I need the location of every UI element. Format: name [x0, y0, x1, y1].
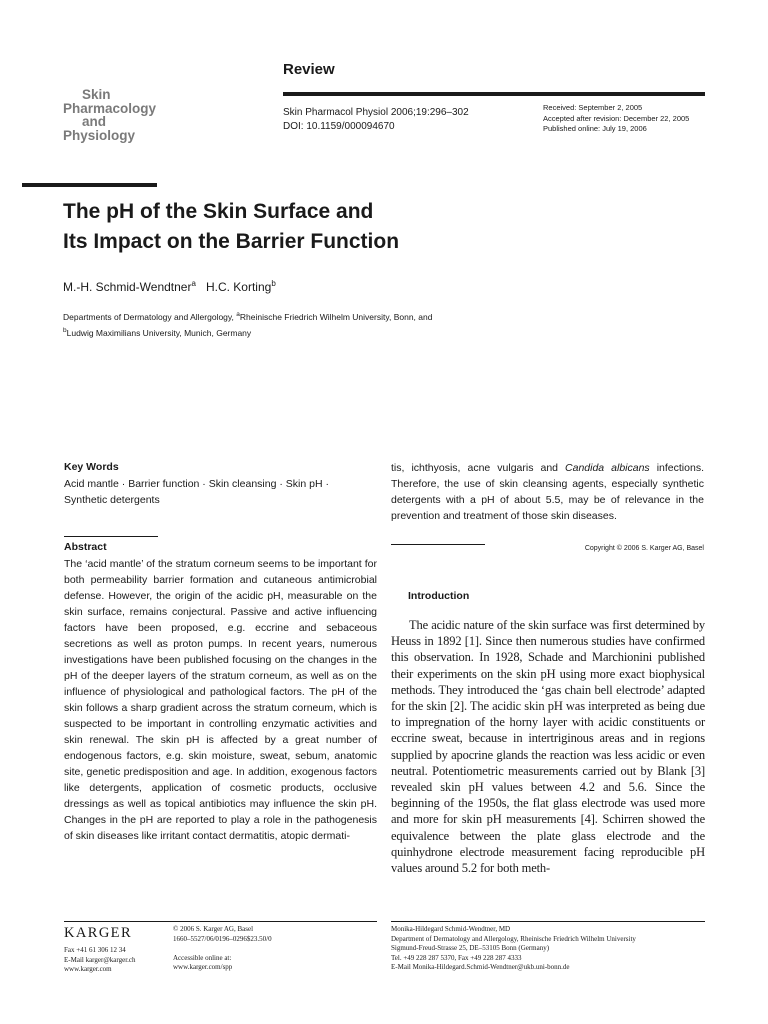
author-name: M.-H. Schmid-Wendtner [63, 280, 192, 294]
affiliation-text: Departments of Dermatology and Allergology, [63, 311, 237, 322]
header-rule [283, 92, 705, 96]
journal-logo-line: and [82, 114, 107, 129]
copyright-info [173, 925, 272, 973]
affiliations [63, 308, 432, 340]
title-line: Its Impact on the Barrier Function [63, 230, 400, 253]
publisher-logo: KARGER [64, 925, 133, 941]
publisher-contact [64, 946, 136, 975]
abstract-text: tis, ichthyosis, acne vulgaris and [391, 462, 566, 474]
spacer [173, 944, 272, 954]
abstract-text: infections. Therefore, the use of skin cleansing agents, especially synthetic detergents with a pH of about 5.5, may be of relevance in the prevention and treatment of those skin diseases. [391, 462, 704, 522]
abstract-text: The ‘acid mantle’ of the stratum corneum seems to be important for both permeability barrier formation and cutaneous antimicrobial defense. However, the origin of the acidic pH, measurable on the skin surface, remains conjectural. Passive and active influencing factors have been proposed, e.g. eccrine and sebaceous secretions as well as proton pumps. In recent years, numerous investigations have been published focusing on the changes in the pH of the deeper layers of the stratum corneum, as well as on the influence of physiological and pathological factors. The pH of the skin follows a sharp gradient across the stratum corneum, which is suspected to be important in controlling enzymatic activities and skin renewal. The skin pH is affected by a great number of endogenous factors, e.g. skin moisture, sweat, sebum, anatomic site, genetic predisposition and age. In addition, exogenous factors like detergents, application of cosmetic products, occlusive dressings as well as topical antibiotics may influence the skin pH. Changes in the pH are reported to play a role in the pathogenesis of skin diseases like irritant contact dermatitis, atopic dermati- [64, 558, 377, 842]
introduction-text: The acidic nature of the skin surface was first determined by Heuss in 1892 [1]. Since then numerous studies have confirmed this observation. In 1928, Schade and Marchionini published their experiments on the skin pH using more exact biophysical methods. They introduced the ‘gas chain bell electrode’ adapted for the skin [2]. The acidic skin pH was interpreted as being due to impregnation of the horny layer with acidic constituents or eccrine sweat, because in intertriginous areas and in regions supplied by apocrine glands the reaction was less acidic or even neutral. Potentiometric measurements carried out by Blank [3] revealed skin pH values between 4.2 and 5.6. Since the beginning of the 1950s, the flat glass electrode was used more and more for skin pH measurements [4]. Schirren showed the equivalence between the plate glass electrode and the quinhydrone electrode measurement facing reproducible pH values around 5.2 for both meth- [391, 618, 705, 876]
correspondent-dept: Department of Dermatology and Allergology, Rheinische Friedrich Wilhelm University [391, 934, 636, 943]
keywords-text: Acid mantle · Barrier function · Skin cleansing · Skin pH · Synthetic detergents [64, 478, 329, 506]
introduction-heading: Introduction [408, 590, 470, 602]
author-affil-mark: b [271, 279, 276, 288]
online-label: Accessible online at: [173, 953, 232, 962]
copyright-line: Copyright © 2006 S. Karger AG, Basel [584, 545, 704, 552]
citation-block [283, 106, 469, 134]
title-rule [22, 183, 157, 187]
abstract-continuation [391, 460, 704, 524]
correspondence-address [391, 925, 636, 973]
affil-mark: a [236, 311, 240, 318]
publisher-fax: Fax +41 61 306 12 34 [64, 946, 126, 954]
journal-logo-line: Pharmacology [63, 100, 157, 116]
affil-mark: b [63, 326, 67, 334]
publisher-website: www.karger.com [64, 965, 112, 973]
online-url: www.karger.com/spp [173, 963, 233, 971]
author-affil-mark: a [191, 279, 196, 288]
issn-price: 1660–5527/06/0196–0296$23.50/0 [173, 934, 272, 943]
doi: DOI: 10.1159/000094670 [283, 121, 395, 132]
publisher-email: E-Mail karger@karger.ch [64, 955, 136, 964]
footer-rule [64, 921, 377, 922]
journal-logo-line: Skin [82, 87, 111, 102]
journal-logo-line: Physiology [63, 127, 136, 143]
correspondent-name: Monika-Hildegard Schmid-Wendtner, MD [391, 925, 511, 933]
correspondent-street: Sigmund-Freud-Strasse 25, DE–53105 Bonn (Germany) [391, 944, 550, 952]
accepted-date: Accepted after revision: December 22, 2005 [543, 113, 690, 123]
article-dates [543, 103, 689, 135]
abstract-heading: Abstract [64, 541, 107, 553]
keywords-rule [64, 536, 158, 537]
species-name: Candida albicans [565, 462, 650, 474]
correspondent-email: E-Mail Monika-Hildegard.Schmid-Wendtner@ukb.uni-bonn.de [391, 963, 570, 971]
correspondent-phone: Tel. +49 228 287 5370, Fax +49 228 287 4333 [391, 953, 522, 962]
keywords-heading: Key Words [64, 461, 119, 473]
article-title [63, 197, 399, 257]
published-date: Published online: July 19, 2006 [543, 124, 647, 133]
affiliation-text: Rheinische Friedrich Wilhelm University, Bonn, and [239, 311, 433, 322]
authors [63, 279, 276, 294]
copyright-text: © 2006 S. Karger AG, Basel [173, 925, 254, 933]
author-name: H.C. Korting [205, 280, 272, 294]
section-label: Review [283, 61, 335, 78]
title-line: The pH of the Skin Surface and [63, 200, 374, 223]
received-date: Received: September 2, 2005 [543, 103, 643, 112]
journal-citation: Skin Pharmacol Physiol 2006;19:296–302 [283, 107, 469, 118]
affiliation-text: Ludwig Maximilians University, Munich, Germany [66, 327, 252, 338]
footer-rule [391, 921, 705, 922]
journal-logo [63, 88, 183, 142]
